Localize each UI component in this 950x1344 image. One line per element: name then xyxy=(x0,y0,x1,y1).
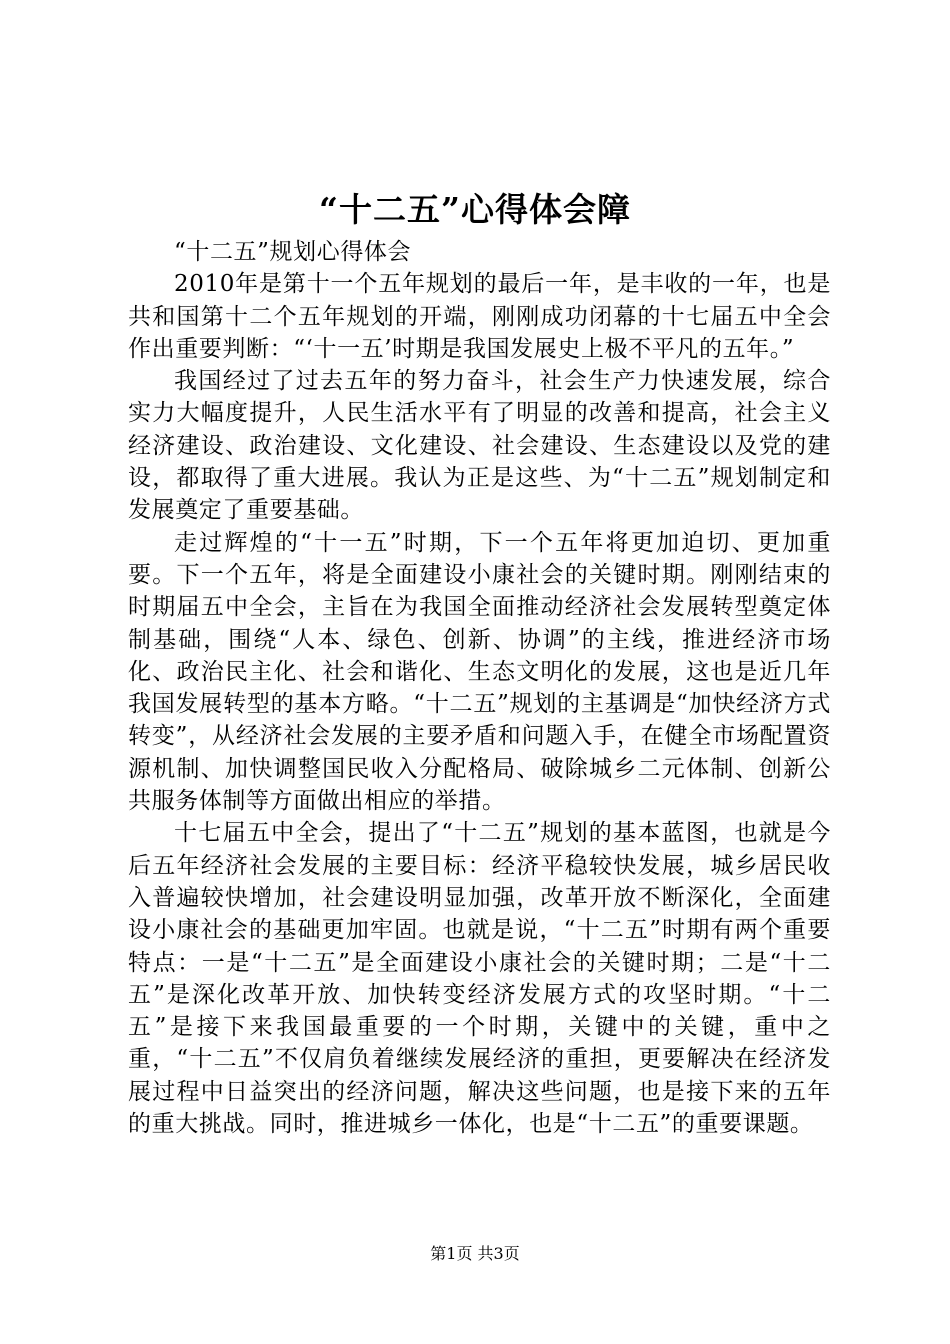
paragraph-1: 2010年是第十一个五年规划的最后一年，是丰收的一年，也是共和国第十二个五年规划的开端，刚刚成功闭幕的十七届五中全会作出重要判断：“‘十一五’时期是我国发展史上极不平凡的五年。” xyxy=(128,271,831,362)
paragraph-3: 走过辉煌的“十一五”时期，下一个五年将更加迫切、更加重要。下一个五年，将是全面建设小康社会的关键时期。刚刚结束的时期届五中全会，主旨在为我国全面推动经济社会发展转型奠定体制基础，围绕“人本、绿色、创新、协调”的主线，推进经济市场化、政治民主化、社会和谐化、生态文明化的发展，这也是近几年我国发展转型的基本方略。“十二五”规划的主基调是“加快经济方式转变”，从经济社会发展的主要矛盾和问题入手，在健全市场配置资源机制、加快调整国民收入分配格局、破除城乡二元体制、创新公共服务体制等方面做出相应的举措。 xyxy=(128,529,831,815)
paragraph-4: 十七届五中全会，提出了“十二五”规划的基本蓝图，也就是今后五年经济社会发展的主要目标：经济平稳较快发展，城乡居民收入普遍较快增加，社会建设明显加强，改革开放不断深化，全面建设小康社会的基础更加牢固。也就是说，“十二五”时期有两个重要特点：一是“十二五”是全面建设小康社会的关键时期；二是“十二五”是深化改革开放、加快转变经济发展方式的攻坚时期。“十二五”是接下来我国最重要的一个时期，关键中的关键，重中之重，“十二五”不仅肩负着继续发展经济的重担，更要解决在经济发展过程中日益突出的经济问题，解决这些问题，也是接下来的五年的重大挑战。同时，推进城乡一体化，也是“十二五”的重要课题。 xyxy=(128,820,831,1138)
document-subtitle: “十二五”规划心得体会 xyxy=(174,239,412,265)
document-body xyxy=(128,236,831,1140)
page-number-footer: 第1页 共3页 xyxy=(430,1244,520,1263)
paragraph-2: 我国经过了过去五年的努力奋斗，社会生产力快速发展，综合实力大幅度提升，人民生活水平有了明显的改善和提高，社会主义经济建设、政治建设、文化建设、社会建设、生态建设以及党的建设，都取得了重大进展。我认为正是这些、为“十二五”规划制定和发展奠定了重要基础。 xyxy=(128,368,831,524)
document-title: “十二五”心得体会障 xyxy=(319,190,631,229)
